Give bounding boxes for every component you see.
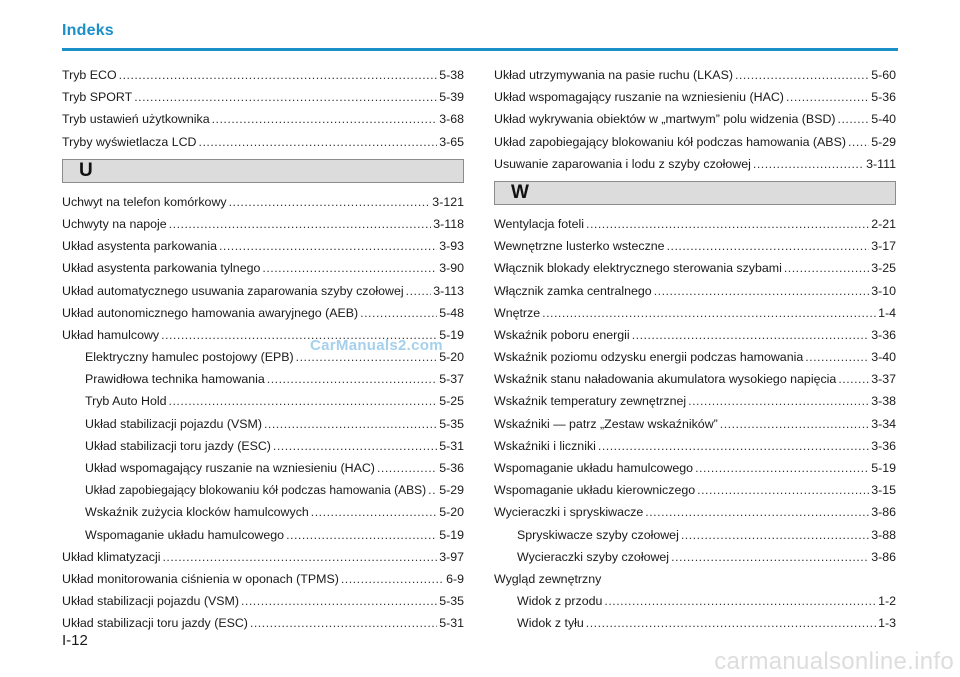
index-entry xyxy=(494,64,896,86)
entry-page-ref: 3-86 xyxy=(871,505,896,520)
index-entry xyxy=(494,108,896,130)
entry-page-ref: 2-21 xyxy=(871,216,896,231)
entry-page-ref: 5-31 xyxy=(439,616,464,631)
entry-text: Wspomaganie układu hamulcowego xyxy=(85,527,285,542)
dot-leader xyxy=(753,153,864,175)
header-divider xyxy=(62,48,898,51)
dot-leader xyxy=(199,131,438,153)
index-entry xyxy=(494,280,896,302)
dot-leader xyxy=(162,546,437,568)
page-title: Indeks xyxy=(62,22,114,39)
entry-text: Tryb ustawień użytkownika xyxy=(62,112,210,127)
entry-text: Układ monitorowania ciśnienia w oponach (TPMS) xyxy=(62,571,339,586)
dot-leader xyxy=(229,191,431,213)
index-entry xyxy=(62,191,464,213)
entry-text: Wskaźniki i liczniki xyxy=(494,438,596,453)
index-entry xyxy=(494,568,896,590)
entry-text: Wskaźnik temperatury zewnętrznej xyxy=(494,394,687,409)
dot-leader xyxy=(784,257,869,279)
entry-page-ref: 3-36 xyxy=(871,438,896,453)
dot-leader xyxy=(586,213,869,235)
entry-page-ref: 5-19 xyxy=(439,527,464,542)
dot-leader xyxy=(212,108,438,130)
index-entry xyxy=(62,612,464,634)
index-entry xyxy=(494,302,896,324)
dot-leader xyxy=(735,64,869,86)
dot-leader xyxy=(119,64,438,86)
entry-page-ref: 3-38 xyxy=(871,394,896,409)
entry-page-ref: 3-111 xyxy=(866,156,896,171)
entry-text: Prawidłowa technika hamowania xyxy=(85,372,265,387)
footer-watermark: carmanualsonline.info xyxy=(714,648,954,675)
entry-page-ref: 3-118 xyxy=(433,216,464,231)
entry-text: Wskaźniki — patrz „Zestaw wskaźników” xyxy=(494,416,718,431)
entry-text: Tryb SPORT xyxy=(62,90,133,105)
dot-leader xyxy=(671,546,869,568)
section-letter-w: W xyxy=(494,181,896,205)
index-entry xyxy=(494,86,896,108)
entry-page-ref: 1-4 xyxy=(878,305,896,320)
index-subentry xyxy=(62,479,464,501)
dot-leader xyxy=(428,479,437,501)
dot-leader xyxy=(604,590,876,612)
entry-text: Układ zapobiegający blokowaniu kół podczas hamowania (ABS) xyxy=(85,483,427,498)
entry-text: Wspomaganie układu kierowniczego xyxy=(494,483,696,498)
entry-page-ref: 3-97 xyxy=(439,549,464,564)
index-entry xyxy=(494,213,896,235)
entry-text: Widok z tyłu xyxy=(517,616,584,631)
entry-text: Uchwyt na telefon komórkowy xyxy=(62,194,227,209)
index-entry xyxy=(62,302,464,324)
dot-leader xyxy=(838,108,870,130)
index-entry xyxy=(62,568,464,590)
index-entry xyxy=(494,457,896,479)
index-subentry xyxy=(62,413,464,435)
entry-text: Układ asystenta parkowania xyxy=(62,239,217,254)
entry-text: Wskaźnik poziomu odzysku energii podczas hamowania xyxy=(494,350,804,365)
dot-leader xyxy=(360,302,437,324)
entry-page-ref: 3-40 xyxy=(871,350,896,365)
index-entry xyxy=(494,435,896,457)
entry-text: Wycieraczki i spryskiwacze xyxy=(494,505,644,520)
entry-text: Układ wykrywania obiektów w „martwym” polu widzenia (BSD) xyxy=(494,112,836,127)
entry-text: Spryskiwacze szyby czołowej xyxy=(517,527,679,542)
entry-page-ref: 3-15 xyxy=(871,483,896,498)
entry-page-ref: 3-86 xyxy=(871,549,896,564)
entry-page-ref: 1-2 xyxy=(878,594,896,609)
dot-leader xyxy=(720,413,869,435)
dot-leader xyxy=(250,612,437,634)
entry-page-ref: 3-93 xyxy=(439,239,464,254)
entry-text: Układ automatycznego usuwania zaparowania szyby czołowej xyxy=(62,283,404,298)
dot-leader xyxy=(586,612,876,634)
entry-page-ref: 3-65 xyxy=(439,134,464,149)
entry-text: Wskaźnik poboru energii xyxy=(494,327,630,342)
entry-page-ref: 3-121 xyxy=(432,194,464,209)
dot-leader xyxy=(654,280,869,302)
index-entry xyxy=(62,108,464,130)
dot-leader xyxy=(838,368,869,390)
index-entry xyxy=(62,213,464,235)
dot-leader xyxy=(786,86,869,108)
entry-page-ref: 5-36 xyxy=(439,461,464,475)
watermark-text: CarManuals2.com xyxy=(310,337,443,354)
entry-text: Włącznik blokady elektrycznego sterowania szybami xyxy=(494,261,782,276)
entry-page-ref: 5-35 xyxy=(439,594,464,609)
entry-page-ref: 6-9 xyxy=(446,571,464,586)
entry-text: Układ wspomagający ruszanie na wzniesieniu (HAC) xyxy=(85,461,375,475)
entry-text: Tryby wyświetlacza LCD xyxy=(62,134,197,149)
entry-text: Układ hamulcowy xyxy=(62,327,160,342)
entry-page-ref: 5-35 xyxy=(439,416,464,431)
entry-page-ref: 5-19 xyxy=(439,327,464,342)
dot-leader xyxy=(667,235,870,257)
index-entry xyxy=(494,368,896,390)
entry-page-ref: 3-25 xyxy=(871,261,896,276)
index-entry xyxy=(62,64,464,86)
dot-leader xyxy=(264,413,437,435)
index-entry xyxy=(62,131,464,153)
entry-text: Elektryczny hamulec postojowy (EPB) xyxy=(85,350,294,365)
index-entry xyxy=(62,86,464,108)
index-header xyxy=(62,22,114,40)
dot-leader xyxy=(286,524,437,546)
entry-text: Wentylacja foteli xyxy=(494,216,584,231)
entry-text: Układ zapobiegający blokowaniu kół podczas hamowania (ABS) xyxy=(494,134,846,149)
index-entry xyxy=(62,235,464,257)
index-entry xyxy=(494,324,896,346)
dot-leader xyxy=(848,131,869,153)
index-entry xyxy=(494,479,896,501)
entry-text: Układ wspomagający ruszanie na wzniesieniu (HAC) xyxy=(494,90,784,105)
entry-text: Układ asystenta parkowania tylnego xyxy=(62,261,261,276)
index-subentry xyxy=(62,368,464,390)
entry-text: Uchwyty na napoje xyxy=(62,216,167,231)
dot-leader xyxy=(632,324,870,346)
dot-leader xyxy=(695,457,869,479)
entry-text: Układ stabilizacji toru jazdy (ESC) xyxy=(85,438,271,453)
index-entry xyxy=(494,153,896,175)
dot-leader xyxy=(341,568,444,590)
index-entry xyxy=(494,346,896,368)
entry-text: Wewnętrzne lusterko wsteczne xyxy=(494,239,665,254)
entry-text: Układ stabilizacji toru jazdy (ESC) xyxy=(62,616,248,631)
section-letter-u: U xyxy=(62,159,464,183)
entry-page-ref: 3-37 xyxy=(871,372,896,387)
entry-page-ref: 3-90 xyxy=(439,261,464,276)
entry-text: Wycieraczki szyby czołowej xyxy=(517,549,670,564)
entry-page-ref: 5-25 xyxy=(439,394,464,409)
dot-leader xyxy=(377,457,437,479)
dot-leader xyxy=(262,257,437,279)
entry-text: Układ autonomicznego hamowania awaryjnego (AEB) xyxy=(62,305,359,320)
dot-leader xyxy=(542,302,876,324)
dot-leader xyxy=(697,479,869,501)
entry-text: Tryb ECO xyxy=(62,68,117,82)
index-entry xyxy=(62,257,464,279)
index-entry xyxy=(494,235,896,257)
index-subentry xyxy=(494,546,896,568)
entry-text: Układ stabilizacji pojazdu (VSM) xyxy=(62,594,239,609)
index-column-right xyxy=(494,64,896,635)
entry-page-ref: 5-20 xyxy=(439,350,464,365)
dot-leader xyxy=(169,390,438,412)
entry-page-ref: 3-36 xyxy=(871,327,896,342)
entry-page-ref: 3-113 xyxy=(433,283,464,298)
page-number: I-12 xyxy=(62,632,88,649)
dot-leader xyxy=(311,501,437,523)
entry-page-ref: 5-40 xyxy=(871,112,896,127)
dot-leader xyxy=(273,435,437,457)
entry-page-ref: 3-34 xyxy=(871,416,896,431)
entry-text: Włącznik zamka centralnego xyxy=(494,283,652,298)
index-entry xyxy=(494,413,896,435)
entry-text: Układ klimatyzacji xyxy=(62,549,161,564)
dot-leader xyxy=(134,86,437,108)
index-subentry xyxy=(494,612,896,634)
dot-leader xyxy=(219,235,437,257)
dot-leader xyxy=(805,346,869,368)
index-entry xyxy=(494,390,896,412)
entry-text: Wygląd zewnętrzny xyxy=(494,571,602,586)
dot-leader xyxy=(267,368,437,390)
entry-page-ref: 5-38 xyxy=(439,68,464,82)
entry-text: Tryb Auto Hold xyxy=(85,394,167,409)
entry-text: Układ stabilizacji pojazdu (VSM) xyxy=(85,416,262,431)
index-subentry xyxy=(62,524,464,546)
entry-page-ref: 5-48 xyxy=(439,305,464,320)
entry-page-ref: 5-29 xyxy=(871,134,896,149)
dot-leader xyxy=(681,524,869,546)
index-entry xyxy=(494,501,896,523)
dot-leader xyxy=(688,390,869,412)
index-subentry xyxy=(62,390,464,412)
entry-page-ref: 5-39 xyxy=(439,90,464,105)
entry-page-ref: 5-19 xyxy=(871,461,896,475)
dot-leader xyxy=(169,213,432,235)
entry-page-ref: 5-60 xyxy=(871,68,896,82)
index-entry xyxy=(62,546,464,568)
entry-page-ref: 5-29 xyxy=(439,483,464,498)
entry-page-ref: 3-17 xyxy=(871,239,896,254)
index-subentry xyxy=(62,435,464,457)
entry-text: Wspomaganie układu hamulcowego xyxy=(494,461,694,475)
index-entry xyxy=(494,131,896,153)
dot-leader xyxy=(598,435,869,457)
index-subentry xyxy=(62,457,464,479)
entry-page-ref: 5-36 xyxy=(871,90,896,105)
entry-text: Widok z przodu xyxy=(517,594,603,609)
entry-text: Wnętrze xyxy=(494,305,541,320)
index-subentry xyxy=(494,524,896,546)
entry-text: Usuwanie zaparowania i lodu z szyby czołowej xyxy=(494,156,751,171)
entry-page-ref: 5-20 xyxy=(439,505,464,520)
entry-page-ref: 3-88 xyxy=(871,527,896,542)
index-entry xyxy=(494,257,896,279)
entry-page-ref: 3-68 xyxy=(439,112,464,127)
index-entry xyxy=(62,280,464,302)
dot-leader xyxy=(241,590,437,612)
entry-text: Wskaźnik stanu naładowania akumulatora wysokiego napięcia xyxy=(494,372,837,387)
dot-leader xyxy=(406,280,432,302)
dot-leader xyxy=(645,501,869,523)
index-subentry xyxy=(494,590,896,612)
entry-page-ref: 1-3 xyxy=(878,616,896,631)
index-subentry xyxy=(62,501,464,523)
entry-text: Układ utrzymywania na pasie ruchu (LKAS) xyxy=(494,68,733,82)
entry-page-ref: 5-37 xyxy=(439,372,464,387)
entry-text: Wskaźnik zużycia klocków hamulcowych xyxy=(85,505,309,520)
entry-page-ref: 5-31 xyxy=(439,438,464,453)
index-entry xyxy=(62,590,464,612)
entry-page-ref: 3-10 xyxy=(871,283,896,298)
